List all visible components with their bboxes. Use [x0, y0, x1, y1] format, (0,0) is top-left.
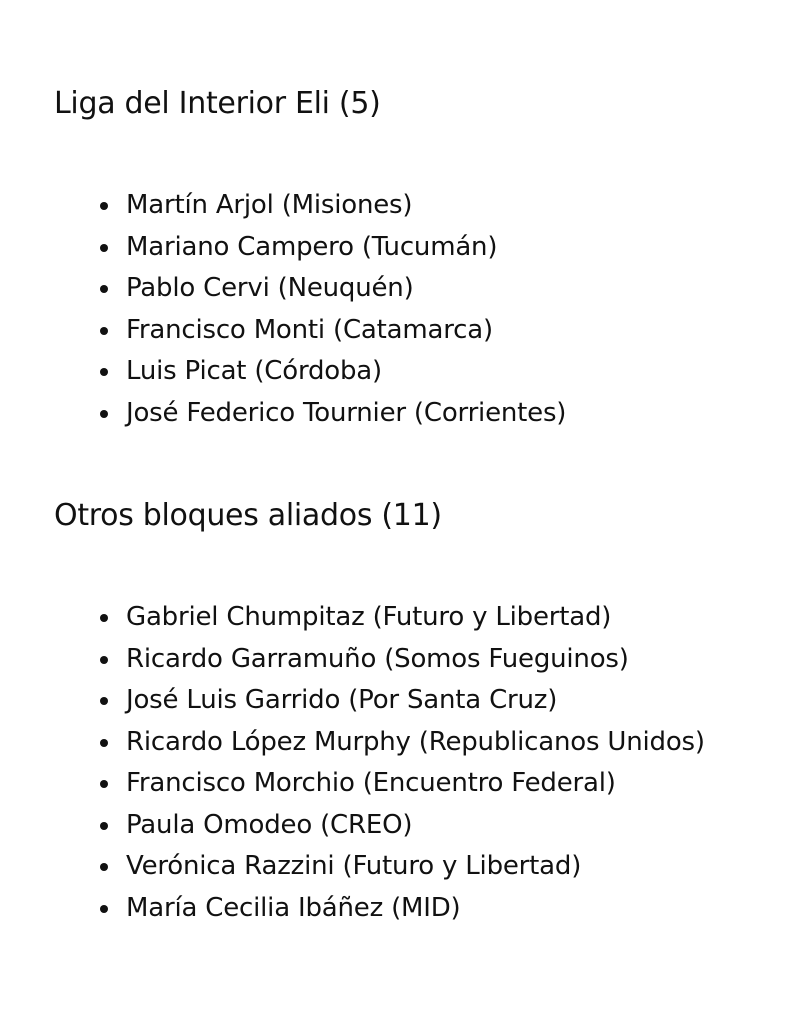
- bullet-icon: [100, 780, 108, 788]
- bullet-icon: [100, 244, 108, 252]
- member-list-liga-del-interior: [100, 185, 720, 434]
- bullet-icon: [100, 202, 108, 210]
- member-list-otros-bloques-aliados: [100, 597, 720, 929]
- list-item: [100, 763, 720, 805]
- member-name: Paula Omodeo (CREO): [126, 809, 413, 840]
- bullet-icon: [100, 368, 108, 376]
- list-item: [100, 597, 720, 639]
- member-name: Francisco Morchio (Encuentro Federal): [126, 768, 616, 798]
- bullet-icon: [100, 285, 108, 293]
- list-item: [100, 227, 720, 269]
- bullet-icon: [100, 739, 108, 747]
- list-item: [100, 393, 720, 435]
- list-item: [100, 805, 720, 847]
- member-name: Luis Picat (Córdoba): [126, 356, 382, 386]
- member-name: Martín Arjol (Misiones): [126, 190, 413, 220]
- list-item: [100, 639, 720, 681]
- list-item: [100, 268, 720, 310]
- list-item: [100, 888, 720, 930]
- list-item: [100, 351, 720, 393]
- bullet-icon: [100, 614, 108, 622]
- list-item: [100, 722, 720, 764]
- list-item: [100, 185, 720, 227]
- member-name: Francisco Monti (Catamarca): [126, 314, 493, 345]
- member-name: José Federico Tournier (Corrientes): [126, 397, 567, 428]
- section-title-liga-del-interior: Liga del Interior Eli (5): [54, 86, 381, 121]
- list-item: [100, 680, 720, 722]
- bullet-icon: [100, 697, 108, 705]
- member-name: Gabriel Chumpitaz (Futuro y Libertad): [126, 602, 612, 632]
- bullet-icon: [100, 410, 108, 418]
- member-name: Ricardo Garramuño (Somos Fueguinos): [126, 643, 629, 674]
- member-name: Verónica Razzini (Futuro y Libertad): [126, 851, 582, 881]
- member-name: Ricardo López Murphy (Republicanos Unidos): [126, 726, 705, 757]
- member-name: María Cecilia Ibáñez (MID): [126, 892, 461, 923]
- list-item: [100, 846, 720, 888]
- bullet-icon: [100, 905, 108, 913]
- section-title-otros-bloques-aliados: Otros bloques aliados (11): [54, 498, 442, 533]
- bullet-icon: [100, 656, 108, 664]
- bullet-icon: [100, 863, 108, 871]
- bullet-icon: [100, 822, 108, 830]
- member-name: Pablo Cervi (Neuquén): [126, 273, 414, 303]
- member-name: Mariano Campero (Tucumán): [126, 231, 498, 262]
- list-item: [100, 310, 720, 352]
- member-name: José Luis Garrido (Por Santa Cruz): [126, 685, 558, 715]
- bullet-icon: [100, 327, 108, 335]
